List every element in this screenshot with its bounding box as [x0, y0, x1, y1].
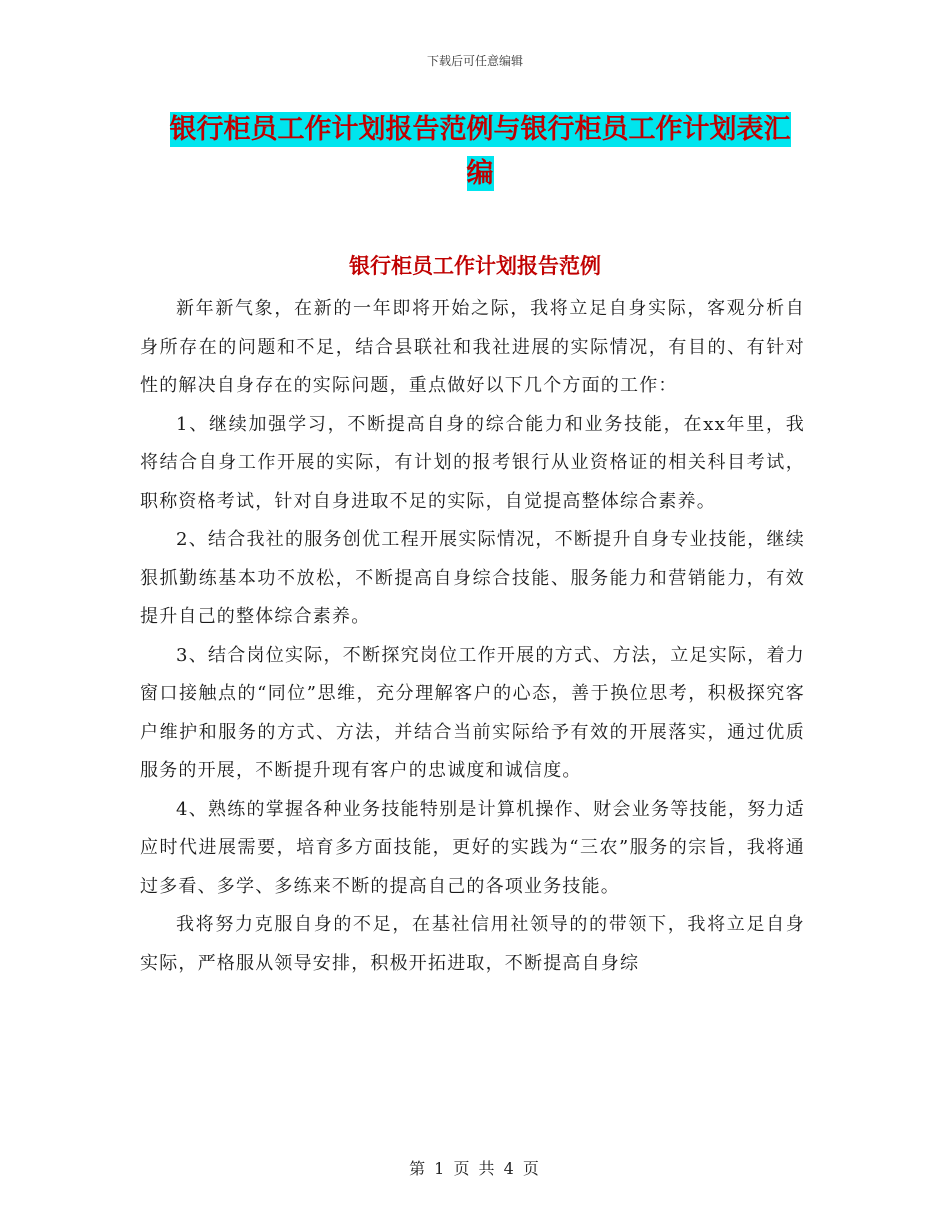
page-header: 下载后可任意编辑 [426, 54, 523, 68]
paragraph-item-4: 4、熟练的掌握各种业务技能特别是计算机操作、财会业务等技能，努力适应时代进展需要，培育多方面技能，更好的实践为“三农”服务的宗旨，我将通过多看、多学、多练来不断的提高自己的各项业务技能。 [140, 798, 805, 897]
paragraph-intro: 新年新气象，在新的一年即将开始之际，我将立足自身实际，客观分析自身所存在的问题和不足，结合县联社和我社进展的实际情况，有目的、有针对性的解决自身存在的实际问题，重点做好以下几个方面的工作： [140, 298, 805, 396]
paragraph-item-3: 3、结合岗位实际，不断探究岗位工作开展的方式、方法，立足实际，着力窗口接触点的“同位”思维，充分理解客户的心态，善于换位思考，积极探究客户维护和服务的方式、方法，并结合当前实际给予有效的开展落实，通过优质服务的开展，不断提升现有客户的忠诚度和诚信度。 [140, 644, 805, 781]
page-number: 第 1 页 共 4 页 [409, 1159, 541, 1178]
paragraph-closing: 我将努力克服自身的不足，在基社信用社领导的的带领下，我将立足自身实际，严格服从领导安排，积极开拓进取，不断提高自身综 [140, 914, 805, 974]
paragraph-item-1: 1、继续加强学习，不断提高自身的综合能力和业务技能，在xx年里，我将结合自身工作开展的实际，有计划的报考银行从业资格证的相关科目考试，职称资格考试，针对自身进取不足的实际，自觉提高整体综合素养。 [140, 413, 805, 512]
document-title [140, 108, 820, 196]
document-body [140, 290, 805, 983]
document-title-line1: 银行柜员工作计划报告范例与银行柜员工作计划表汇 [169, 114, 791, 145]
section-title: 银行柜员工作计划报告范例 [349, 254, 601, 278]
document-title-line2: 编 [466, 158, 494, 189]
paragraph-item-2: 2、结合我社的服务创优工程开展实际情况，不断提升自身专业技能，继续狠抓勤练基本功不放松，不断提高自身综合技能、服务能力和营销能力，有效提升自己的整体综合素养。 [140, 529, 805, 627]
